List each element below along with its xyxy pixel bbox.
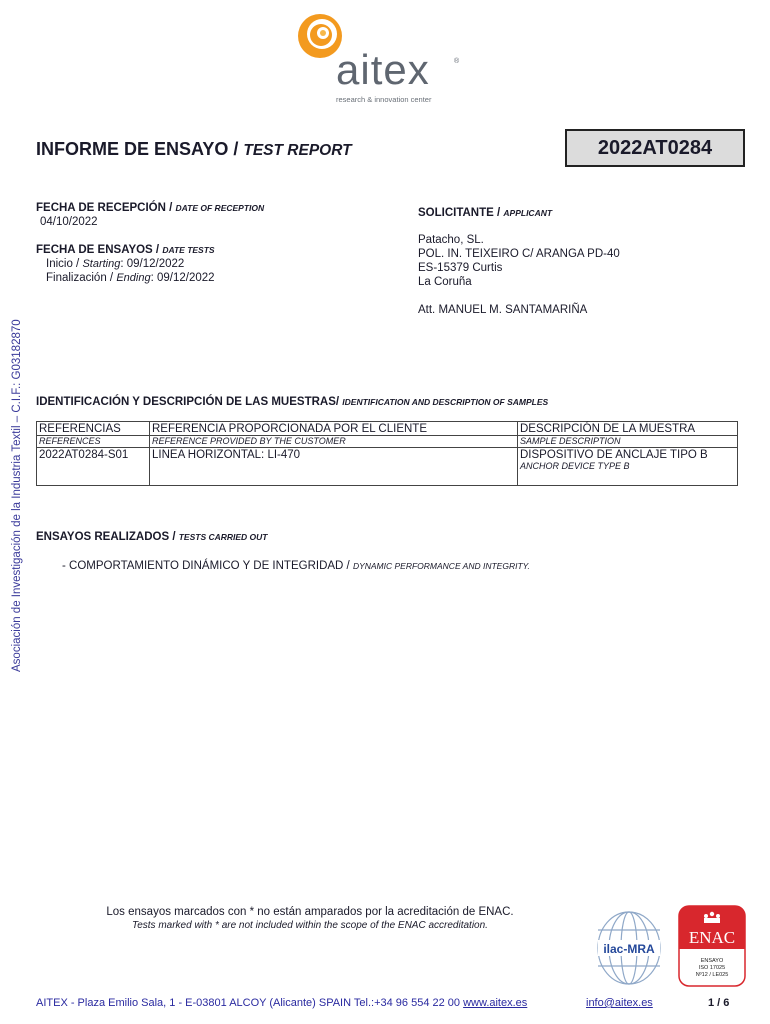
enac-line3: Nº12 / LE025 <box>695 972 729 978</box>
tests-dates-label: FECHA DE ENSAYOS / DATE TESTS <box>36 244 215 256</box>
column-header-description: DESCRIPCIÓN DE LA MUESTRA SAMPLE DESCRIPTION <box>518 422 738 448</box>
samples-table <box>36 421 738 486</box>
column-header-client-reference: REFERENCIA PROPORCIONADA POR EL CLIENTE REFERENCE PROVIDED BY THE CUSTOMER <box>150 422 518 448</box>
sample-description-cell <box>518 448 738 486</box>
applicant-line: Patacho, SL. <box>418 234 484 246</box>
ilac-mra-badge <box>596 910 662 986</box>
website-link[interactable]: www.aitex.es <box>463 997 528 1009</box>
samples-heading: IDENTIFICACIÓN Y DESCRIPCIÓN DE LAS MUESTRAS/ IDENTIFICATION AND DESCRIPTION OF SAMPLES <box>36 396 549 408</box>
sample-description-en: ANCHOR DEVICE TYPE B <box>520 461 630 471</box>
enac-badge <box>678 905 746 987</box>
footer-email <box>586 997 653 1009</box>
ilac-label: ilac-MRA <box>603 942 655 956</box>
logo-subtitle: research & innovation center <box>336 95 432 104</box>
applicant-address <box>418 233 620 289</box>
sample-reference: 2022AT0284-S01 <box>37 448 150 486</box>
enac-line2: ISO 17025 <box>698 965 726 971</box>
footer-address: AITEX - Plaza Emilio Sala, 1 - E-03801 ALCOY (Alicante) SPAIN Tel.:+34 96 554 22 00 www.aitex.es <box>36 997 528 1009</box>
tests-heading: ENSAYOS REALIZADOS / TESTS CARRIED OUT <box>36 531 268 543</box>
reception-label: FECHA DE RECEPCIÓN / DATE OF RECEPTION <box>36 202 265 214</box>
page-number: 1 / 6 <box>708 997 730 1009</box>
report-number: 2022AT0284 <box>565 129 745 167</box>
logo-wordmark: aitex <box>336 46 430 93</box>
column-header-references: REFERENCIAS REFERENCES <box>37 422 150 448</box>
enac-note-en: Tests marked with * are not included within the scope of the ENAC accreditation. <box>132 920 488 931</box>
test-item: - COMPORTAMIENTO DINÁMICO Y DE INTEGRIDAD / DYNAMIC PERFORMANCE AND INTEGRITY. <box>62 560 530 572</box>
applicant-line: ES-15379 Curtis <box>418 262 503 274</box>
logo-registered-mark: ® <box>454 58 460 65</box>
table-row <box>37 448 738 486</box>
applicant-attention: Att. MANUEL M. SANTAMARIÑA <box>418 304 588 316</box>
applicant-line: La Coruña <box>418 276 472 288</box>
end-date: Finalización / Ending: 09/12/2022 <box>46 272 215 284</box>
table-header-row <box>37 422 738 448</box>
enac-line1: ENSAYO <box>700 958 724 964</box>
reception-date: 04/10/2022 <box>40 216 98 228</box>
sample-client-reference: LINEA HORIZONTAL: LI-470 <box>150 448 518 486</box>
enac-note-es: Los ensayos marcados con * no están amparados por la acreditación de ENAC. <box>106 906 514 918</box>
sample-description: DISPOSITIVO DE ANCLAJE TIPO B <box>520 449 708 461</box>
email-link[interactable]: info@aitex.es <box>586 997 653 1009</box>
side-legal-text: Asociación de Investigación de la Industria Textil – C.I.F.: G03182870 <box>11 319 23 672</box>
applicant-label: SOLICITANTE / APPLICANT <box>418 207 553 219</box>
applicant-line: POL. IN. TEIXEIRO C/ ARANGA PD-40 <box>418 248 620 260</box>
report-title: INFORME DE ENSAYO / TEST REPORT <box>36 139 352 159</box>
start-date: Inicio / Starting: 09/12/2022 <box>46 258 185 270</box>
enac-name: ENAC <box>688 928 736 947</box>
